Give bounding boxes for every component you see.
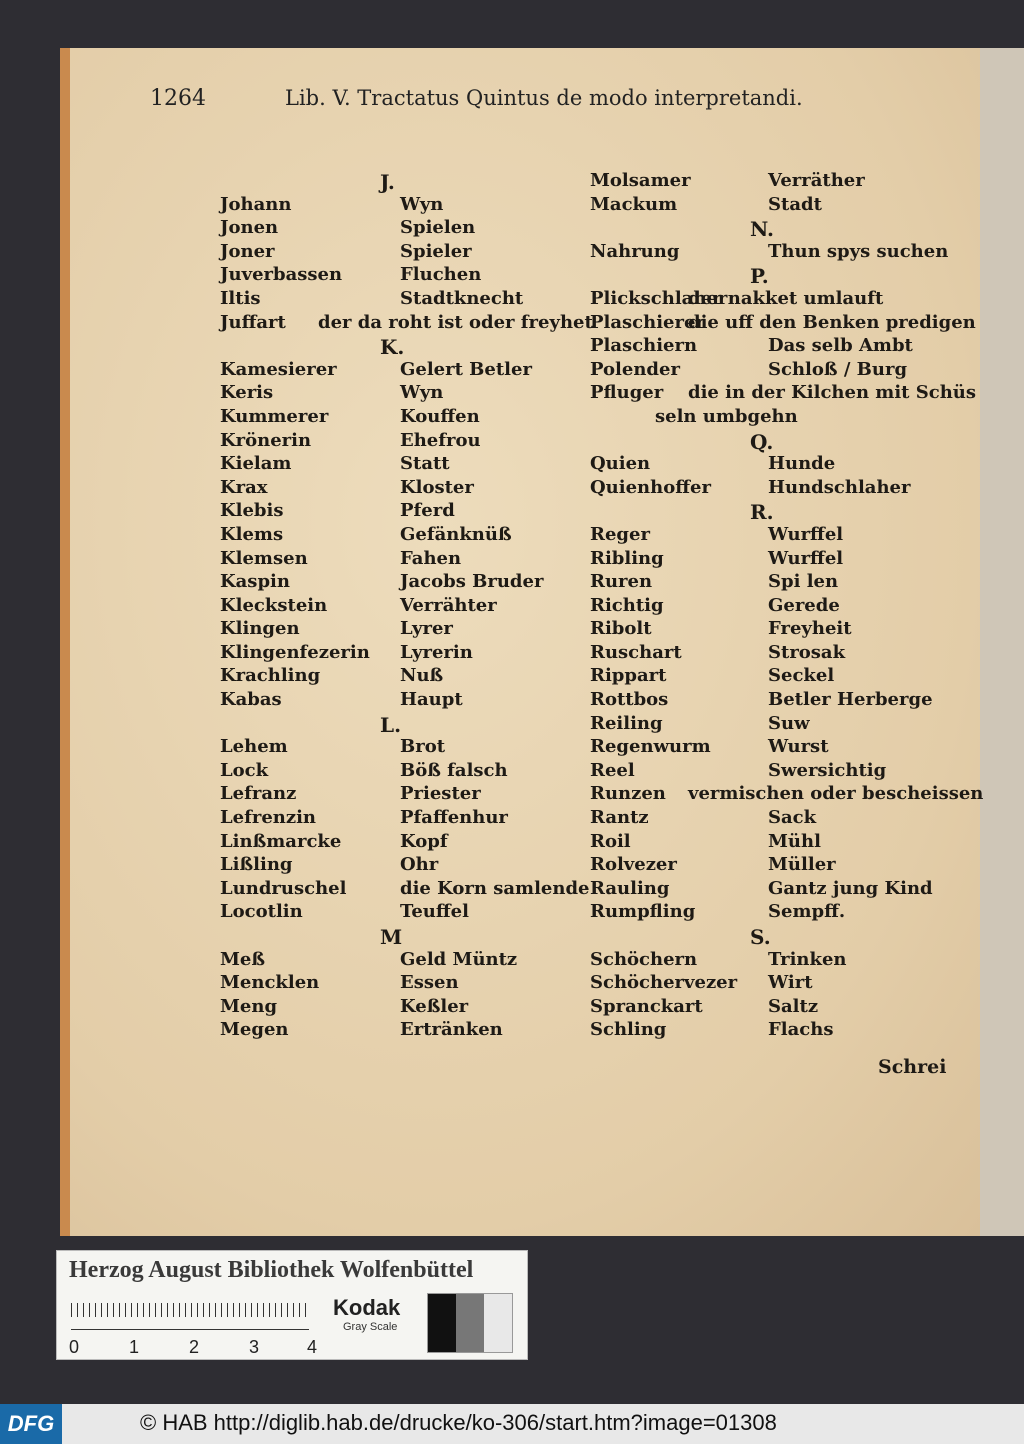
entry-meaning: der nakket umlauft (688, 287, 884, 309)
page-header (150, 86, 810, 126)
section-letter: K. (380, 335, 405, 360)
glossary-entry (220, 595, 580, 619)
entry-term: Lehem (220, 736, 288, 758)
entry-meaning: Spieler (400, 240, 472, 262)
entry-meaning: Böß falsch (400, 759, 508, 781)
glossary-entry (590, 524, 950, 548)
entry-meaning: Thun spys suchen (768, 240, 949, 262)
glossary-entry (590, 548, 950, 572)
section-letter: S. (750, 925, 771, 949)
glossary-entry (220, 901, 580, 925)
entry-term: Juverbassen (220, 264, 343, 286)
entry-meaning: Teuffel (400, 901, 469, 923)
entry-meaning: Gantz jung Kind (768, 877, 933, 899)
entry-term: Johann (220, 193, 292, 215)
glossary-entry (590, 689, 950, 713)
entry-term: Plickschlaher (590, 287, 728, 309)
section-letter-row (220, 713, 580, 737)
entry-term: Joner (220, 240, 275, 262)
glossary-entry (220, 1019, 580, 1043)
entry-term: Schöchern (590, 948, 698, 970)
entry-term: Rolvezer (590, 854, 677, 876)
entry-meaning: Nuß (400, 665, 444, 687)
entry-meaning: Suw (768, 712, 810, 734)
glossary-entry (590, 311, 976, 336)
glossary-entry (590, 170, 950, 194)
scale-ruler (71, 1303, 309, 1330)
ruler-number: 0 (69, 1337, 80, 1357)
entry-meaning: Stadtknecht (400, 287, 524, 309)
library-label-card (56, 1250, 528, 1360)
entry-term: Keris (220, 382, 274, 404)
catchword: Schrei (878, 1056, 947, 1078)
glossary-entry (590, 972, 950, 996)
glossary-entry (220, 949, 580, 973)
entry-term: Lefrenzin (220, 807, 317, 829)
dfg-logo: DFG (0, 1404, 62, 1444)
entry-term: Kleckstein (220, 594, 328, 616)
section-letter-row (590, 217, 950, 241)
entry-term: Rauling (590, 877, 670, 899)
entry-term: Molsamer (590, 170, 691, 191)
page-number: 1264 (150, 86, 206, 111)
entry-term: Lißling (220, 854, 293, 876)
entry-meaning: Wurst (768, 736, 829, 758)
right-glossary-column (590, 170, 984, 1043)
entry-term: Kaspin (220, 571, 290, 593)
glossary-entry (590, 665, 950, 689)
glossary-entry (590, 359, 950, 383)
glossary-entry (590, 642, 950, 666)
glossary-entry (590, 618, 950, 642)
glossary-entry (590, 736, 950, 760)
entry-term: Lefranz (220, 783, 297, 805)
section-letter-row (590, 430, 950, 454)
glossary-entry (590, 949, 950, 973)
entry-term: Ruschart (590, 641, 682, 663)
entry-term: Ribling (590, 547, 664, 569)
entry-meaning: Fahen (400, 547, 462, 569)
entry-meaning: Fluchen (400, 264, 482, 286)
glossary-entry (220, 217, 580, 241)
glossary-entry (220, 996, 580, 1020)
entry-meaning: Kloster (400, 476, 474, 498)
entry-meaning: Ertränken (400, 1019, 503, 1041)
entry-term: Lundruschel (220, 877, 347, 899)
section-letter-row (590, 264, 950, 288)
entry-meaning: Trinken (768, 948, 847, 970)
entry-term: Krachling (220, 665, 321, 687)
glossary-entry (220, 665, 580, 689)
glossary-entry (590, 996, 950, 1020)
entry-meaning: Hundschlaher (768, 476, 911, 498)
entry-meaning: vermischen oder bescheissen (688, 783, 984, 805)
glossary-entry (220, 453, 580, 477)
entry-meaning: Brot (400, 736, 446, 758)
entry-term: Meß (220, 948, 266, 970)
entry-meaning: Wyn (400, 193, 444, 215)
entry-term: Quienhoffer (590, 476, 711, 498)
entry-term: Linßmarcke (220, 830, 342, 852)
entry-term: Megen (220, 1019, 289, 1041)
glossary-entry (590, 713, 950, 737)
ruler-number: 4 (307, 1337, 318, 1357)
entry-meaning: Gefänknüß (400, 523, 512, 545)
entry-meaning: Verräther (768, 170, 865, 191)
glossary-entry (590, 760, 950, 784)
glossary-entry (220, 854, 580, 878)
entry-meaning: Kopf (400, 830, 448, 852)
entry-term: Regenwurm (590, 736, 711, 758)
entry-term: Schöchervezer (590, 972, 738, 994)
kodak-brand: Kodak (333, 1295, 401, 1320)
entry-meaning: Freyheit (768, 618, 852, 640)
glossary-entry (590, 807, 950, 831)
entry-term: Juffart (220, 311, 286, 333)
entry-meaning: Wyn (400, 382, 444, 404)
footer-bar (0, 1404, 1024, 1444)
glossary-entry (220, 783, 580, 807)
entry-term: Kabas (220, 689, 282, 711)
entry-meaning: die uff den Benken predigen (688, 311, 976, 333)
glossary-entry (590, 477, 950, 501)
entry-term: Lock (220, 759, 269, 781)
glossary-entry (220, 359, 580, 383)
entry-term: Klingenfezerin (220, 641, 370, 663)
entry-meaning: Essen (400, 972, 459, 994)
entry-term: Klemsen (220, 547, 308, 569)
entry-term: Mencklen (220, 972, 320, 994)
entry-meaning: Betler Herberge (768, 689, 933, 711)
section-letter-row (220, 335, 580, 359)
section-letter: J. (380, 170, 395, 194)
glossary-entry (590, 241, 950, 265)
entry-term: Plaschierer (590, 311, 705, 333)
entry-meaning: Mühl (768, 830, 821, 852)
entry-term: Pfluger (590, 382, 664, 404)
entry-meaning: Lyrerin (400, 641, 473, 663)
gray-patch (428, 1294, 456, 1352)
entry-term: Rottbos (590, 689, 669, 711)
entry-meaning: Gelert Betler (400, 358, 532, 380)
entry-meaning: Geld Müntz (400, 948, 518, 970)
entry-meaning: die in der Kilchen mit Schüs (688, 382, 977, 404)
glossary-entry (590, 453, 950, 477)
glossary-entry (590, 878, 950, 902)
section-letter: L. (380, 712, 402, 737)
glossary-entry (590, 571, 950, 595)
entry-term: Kummerer (220, 405, 329, 427)
glossary-entry (220, 311, 593, 336)
section-letter: Q. (750, 429, 774, 454)
copyright-link[interactable]: © HAB http://diglib.hab.de/drucke/ko-306/start.htm?image=01308 (140, 1410, 777, 1435)
glossary-entry (590, 406, 950, 430)
gray-patch (484, 1294, 512, 1352)
entry-meaning: Gerede (768, 594, 840, 616)
entry-term: Ruren (590, 571, 653, 593)
entry-term: Locotlin (220, 901, 303, 923)
entry-meaning: Pferd (400, 500, 455, 522)
entry-term: Reiling (590, 712, 663, 734)
entry-meaning: Das selb Ambt (768, 335, 913, 357)
running-title: Lib. V. Tractatus Quintus de modo interpretandi. (285, 86, 803, 110)
ruler-number: 3 (249, 1337, 260, 1357)
ruler-numbers (65, 1337, 318, 1357)
entry-meaning: Kouffen (400, 405, 480, 427)
section-letter-row (590, 925, 950, 949)
entry-meaning: Wurffel (768, 523, 844, 545)
section-letter: M (380, 925, 403, 949)
entry-meaning: Schloß / Burg (768, 358, 908, 380)
glossary-entry (590, 1019, 950, 1043)
entry-meaning: Verrähter (400, 594, 497, 616)
entry-meaning: Sack (768, 807, 817, 829)
entry-term: Reger (590, 523, 650, 545)
entry-term: Krax (220, 476, 268, 498)
entry-term: Kielam (220, 453, 292, 475)
entry-meaning: Strosak (768, 641, 846, 663)
glossary-entry (220, 642, 580, 666)
entry-term: Schling (590, 1019, 667, 1041)
entry-meaning: die Korn samlende (400, 877, 590, 899)
glossary-entry (220, 972, 580, 996)
entry-meaning: Lyrer (400, 618, 453, 640)
entry-term: Krönerin (220, 429, 312, 451)
glossary-entry (220, 430, 580, 454)
section-letter: R. (750, 500, 774, 525)
entry-meaning: Saltz (768, 995, 819, 1017)
glossary-entry (590, 194, 950, 218)
glossary-entry (590, 854, 950, 878)
glossary-entry (220, 194, 580, 218)
glossary-entry (590, 288, 950, 312)
entry-meaning: Hunde (768, 453, 836, 475)
glossary-entry (220, 571, 580, 595)
section-letter-row (590, 500, 950, 524)
entry-term: Iltis (220, 287, 261, 309)
glossary-entry (220, 831, 580, 855)
glossary-entry (220, 736, 580, 760)
entry-meaning: Keßler (400, 995, 469, 1017)
entry-meaning: Flachs (768, 1019, 834, 1041)
glossary-entry (590, 901, 950, 925)
glossary-entry (220, 524, 580, 548)
section-letter: N. (750, 217, 774, 242)
entry-term: Richtig (590, 594, 664, 616)
entry-term: Ribolt (590, 618, 652, 640)
entry-term: Klebis (220, 500, 284, 522)
glossary-entry (220, 877, 590, 902)
entry-meaning: Ehefrou (400, 429, 481, 451)
entry-term: Spranckart (590, 995, 703, 1017)
glossary-entry (220, 382, 580, 406)
entry-term: Rantz (590, 807, 649, 829)
glossary-entry (220, 548, 580, 572)
entry-meaning: Jacobs Bruder (400, 571, 544, 593)
entry-meaning: Stadt (768, 193, 822, 215)
entry-meaning: Ohr (400, 854, 439, 876)
section-letter-row (220, 925, 580, 949)
entry-term: Quien (590, 453, 651, 475)
entry-meaning: Sempff. (768, 901, 846, 923)
entry-meaning: seln umbgehn (655, 405, 798, 427)
glossary-entry (220, 500, 580, 524)
entry-term: Rumpfling (590, 901, 696, 923)
glossary-entry (590, 831, 950, 855)
entry-meaning: Spi len (768, 571, 839, 593)
entry-term: Polender (590, 358, 680, 380)
gray-patch (456, 1294, 484, 1352)
glossary-entry (590, 595, 950, 619)
facing-page-edge (980, 48, 1024, 1236)
entry-meaning: Statt (400, 453, 450, 475)
glossary-entry (220, 288, 580, 312)
glossary-entry (590, 382, 977, 406)
ruler-number: 2 (189, 1337, 200, 1357)
gray-scale-label: Gray Scale (343, 1321, 398, 1333)
entry-term: Kamesierer (220, 358, 337, 380)
entry-meaning: Spielen (400, 217, 476, 239)
glossary-entry (220, 406, 580, 430)
entry-term: Reel (590, 759, 635, 781)
entry-term: Jonen (220, 217, 279, 239)
glossary-entry (220, 807, 580, 831)
entry-term: Meng (220, 995, 278, 1017)
entry-meaning: Pfaffenhur (400, 807, 508, 829)
ruler-number: 1 (129, 1337, 140, 1357)
entry-term: Mackum (590, 193, 678, 215)
entry-term: Runzen (590, 783, 666, 805)
gray-scale-patches (427, 1293, 513, 1353)
entry-meaning: Haupt (400, 689, 463, 711)
entry-meaning: der da roht ist oder freyhet (318, 311, 593, 333)
entry-term: Rippart (590, 665, 667, 687)
entry-meaning: Müller (768, 854, 836, 876)
glossary-entry (220, 477, 580, 501)
section-letter-row (220, 170, 580, 194)
section-letter: P. (750, 264, 769, 289)
glossary-entry (220, 264, 580, 288)
glossary-entry (220, 618, 580, 642)
glossary-entry (220, 689, 580, 713)
entry-term: Roil (590, 830, 631, 852)
entry-meaning: Wurffel (768, 547, 844, 569)
entry-meaning: Seckel (768, 665, 835, 687)
glossary-entry (590, 783, 984, 807)
entry-term: Nahrung (590, 240, 680, 262)
glossary-entry (220, 241, 580, 265)
glossary-entry (220, 760, 580, 784)
glossary-entry (590, 335, 950, 359)
entry-meaning: Wirt (768, 972, 813, 994)
entry-meaning: Swersichtig (768, 759, 887, 781)
entry-term: Plaschiern (590, 335, 698, 357)
entry-meaning: Priester (400, 783, 481, 805)
entry-term: Klingen (220, 618, 300, 640)
left-glossary-column (220, 170, 593, 1043)
library-name: Herzog August Bibliothek Wolfenbüttel (69, 1257, 474, 1283)
entry-term: Klems (220, 523, 284, 545)
